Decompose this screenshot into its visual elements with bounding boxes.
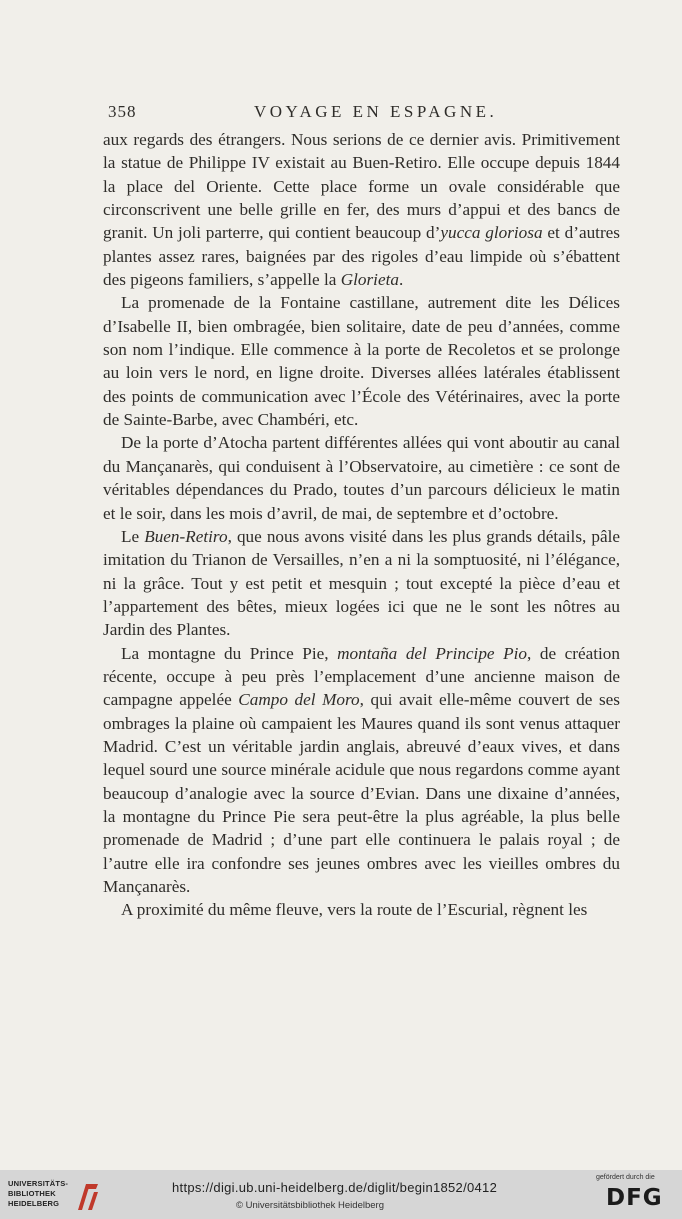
italic-term: Campo del Moro	[238, 690, 360, 710]
text-run: , que nous avons visité dans les plus grands détails, pâle imitation du Trianon de Versailles, n’en a ni la somptuosité, ni l’élégance, ni la grâce. Tout y est petit et mesquin ; tout excepté la pièce d’eau et l’appartement des bêtes, mieux logées ici que ne le sont les nôtres au Jardin des Plantes.	[103, 526, 620, 640]
dfg-wordmark: DFG	[606, 1185, 663, 1211]
paragraph	[103, 898, 620, 921]
italic-term: montaña del Principe Pio	[337, 643, 527, 663]
paragraph	[103, 128, 620, 291]
library-emblem-icon	[74, 1180, 102, 1212]
library-logo[interactable]	[8, 1178, 148, 1214]
italic-term: Glorieta	[340, 270, 399, 290]
italic-term: yucca gloriosa	[440, 223, 543, 243]
viewer-footer	[0, 1170, 682, 1219]
running-title: VOYAGE EN ESPAGNE.	[254, 102, 498, 121]
italic-term: Buen-Retiro	[144, 526, 228, 546]
funder-caption: gefördert durch die	[596, 1174, 655, 1181]
text-run: .	[398, 270, 404, 290]
page-header	[108, 102, 628, 126]
paragraph	[103, 291, 620, 431]
paragraph	[103, 642, 620, 899]
text-run: De la porte d’Atocha partent différentes allées qui vont aboutir au canal du Mançanarès, qui conduisent à l’Observatoire, au cimetière : ce sont de véritables dépendances du Prado, toutes d’un parcours délicieux le matin et le soir, dans les mois d’avril, de mai, de septembre et d’octobre.	[103, 433, 620, 523]
library-name: UNIVERSITÄTS- BIBLIOTHEK HEIDELBERG	[8, 1179, 69, 1208]
text-run: aux regards des étrangers. Nous serions de ce dernier avis. Primitivement la statue de Philippe IV existait au Buen-Retiro. Elle occupe depuis 1844 la place del Oriente. Cette place forme un ovale considérable que circonscrivent une belle grille en fer, des murs d’appui et des bancs de granit. Un joli parterre, qui contient beaucoup d’	[103, 130, 620, 243]
text-run: Le	[121, 526, 145, 546]
body-text	[103, 128, 620, 922]
text-run: et d’autres plantes assez rares, baignées par des rigoles d’eau limpide où s’ébattent des pigeons familiers, s’appelle la	[103, 223, 620, 290]
page-number: 358	[108, 102, 137, 121]
text-run: La montagne du Prince Pie,	[121, 643, 338, 663]
text-run: , qui avait elle-même couvert de ses ombrages la plaine où campaient les Maures quand ils sont venus attaquer Madrid. C’est un véritable jardin anglais, abreuvé d’eaux vives, et dans lequel sourd une source minérale acidule que nous regardons comme ayant beaucoup d’analogie avec la source d’Evian. Dans une dixaine d’années, la montagne du Prince Pie sera peut-être la plus agréable, la plus belle promenade de Madrid ; d’une part elle continuera le palais royal ; de l’autre elle ira confondre ses jeunes ombres avec les vieilles ombres du Mançanarès.	[103, 690, 620, 896]
copyright-notice: © Universitätsbibliothek Heidelberg	[236, 1200, 384, 1211]
text-run: , de création récente, occupe à peu près l’emplacement d’une ancienne maison de campagne appelée	[103, 643, 620, 710]
permalink-url[interactable]: https://digi.ub.uni-heidelberg.de/diglit/begin1852/0412	[172, 1180, 498, 1195]
paragraph	[103, 525, 620, 642]
paragraph	[103, 431, 620, 524]
dfg-logo[interactable]	[592, 1174, 676, 1216]
text-run: A proximité du même fleuve, vers la route de l’Escurial, règnent les	[121, 900, 588, 920]
text-run: La promenade de la Fontaine castillane, autrement dite les Délices d’Isabelle II, bien ombragée, bien solitaire, date de peu d’années, comme son nom l’indique. Elle commence à la porte de Recoletos et se prolonge au loin vers le nord, en ligne droite. Diverses allées latérales établissent des points de communication avec l’École des Vétérinaires, avec la porte de Sainte-Barbe, avec Chambéri, etc.	[103, 293, 620, 430]
